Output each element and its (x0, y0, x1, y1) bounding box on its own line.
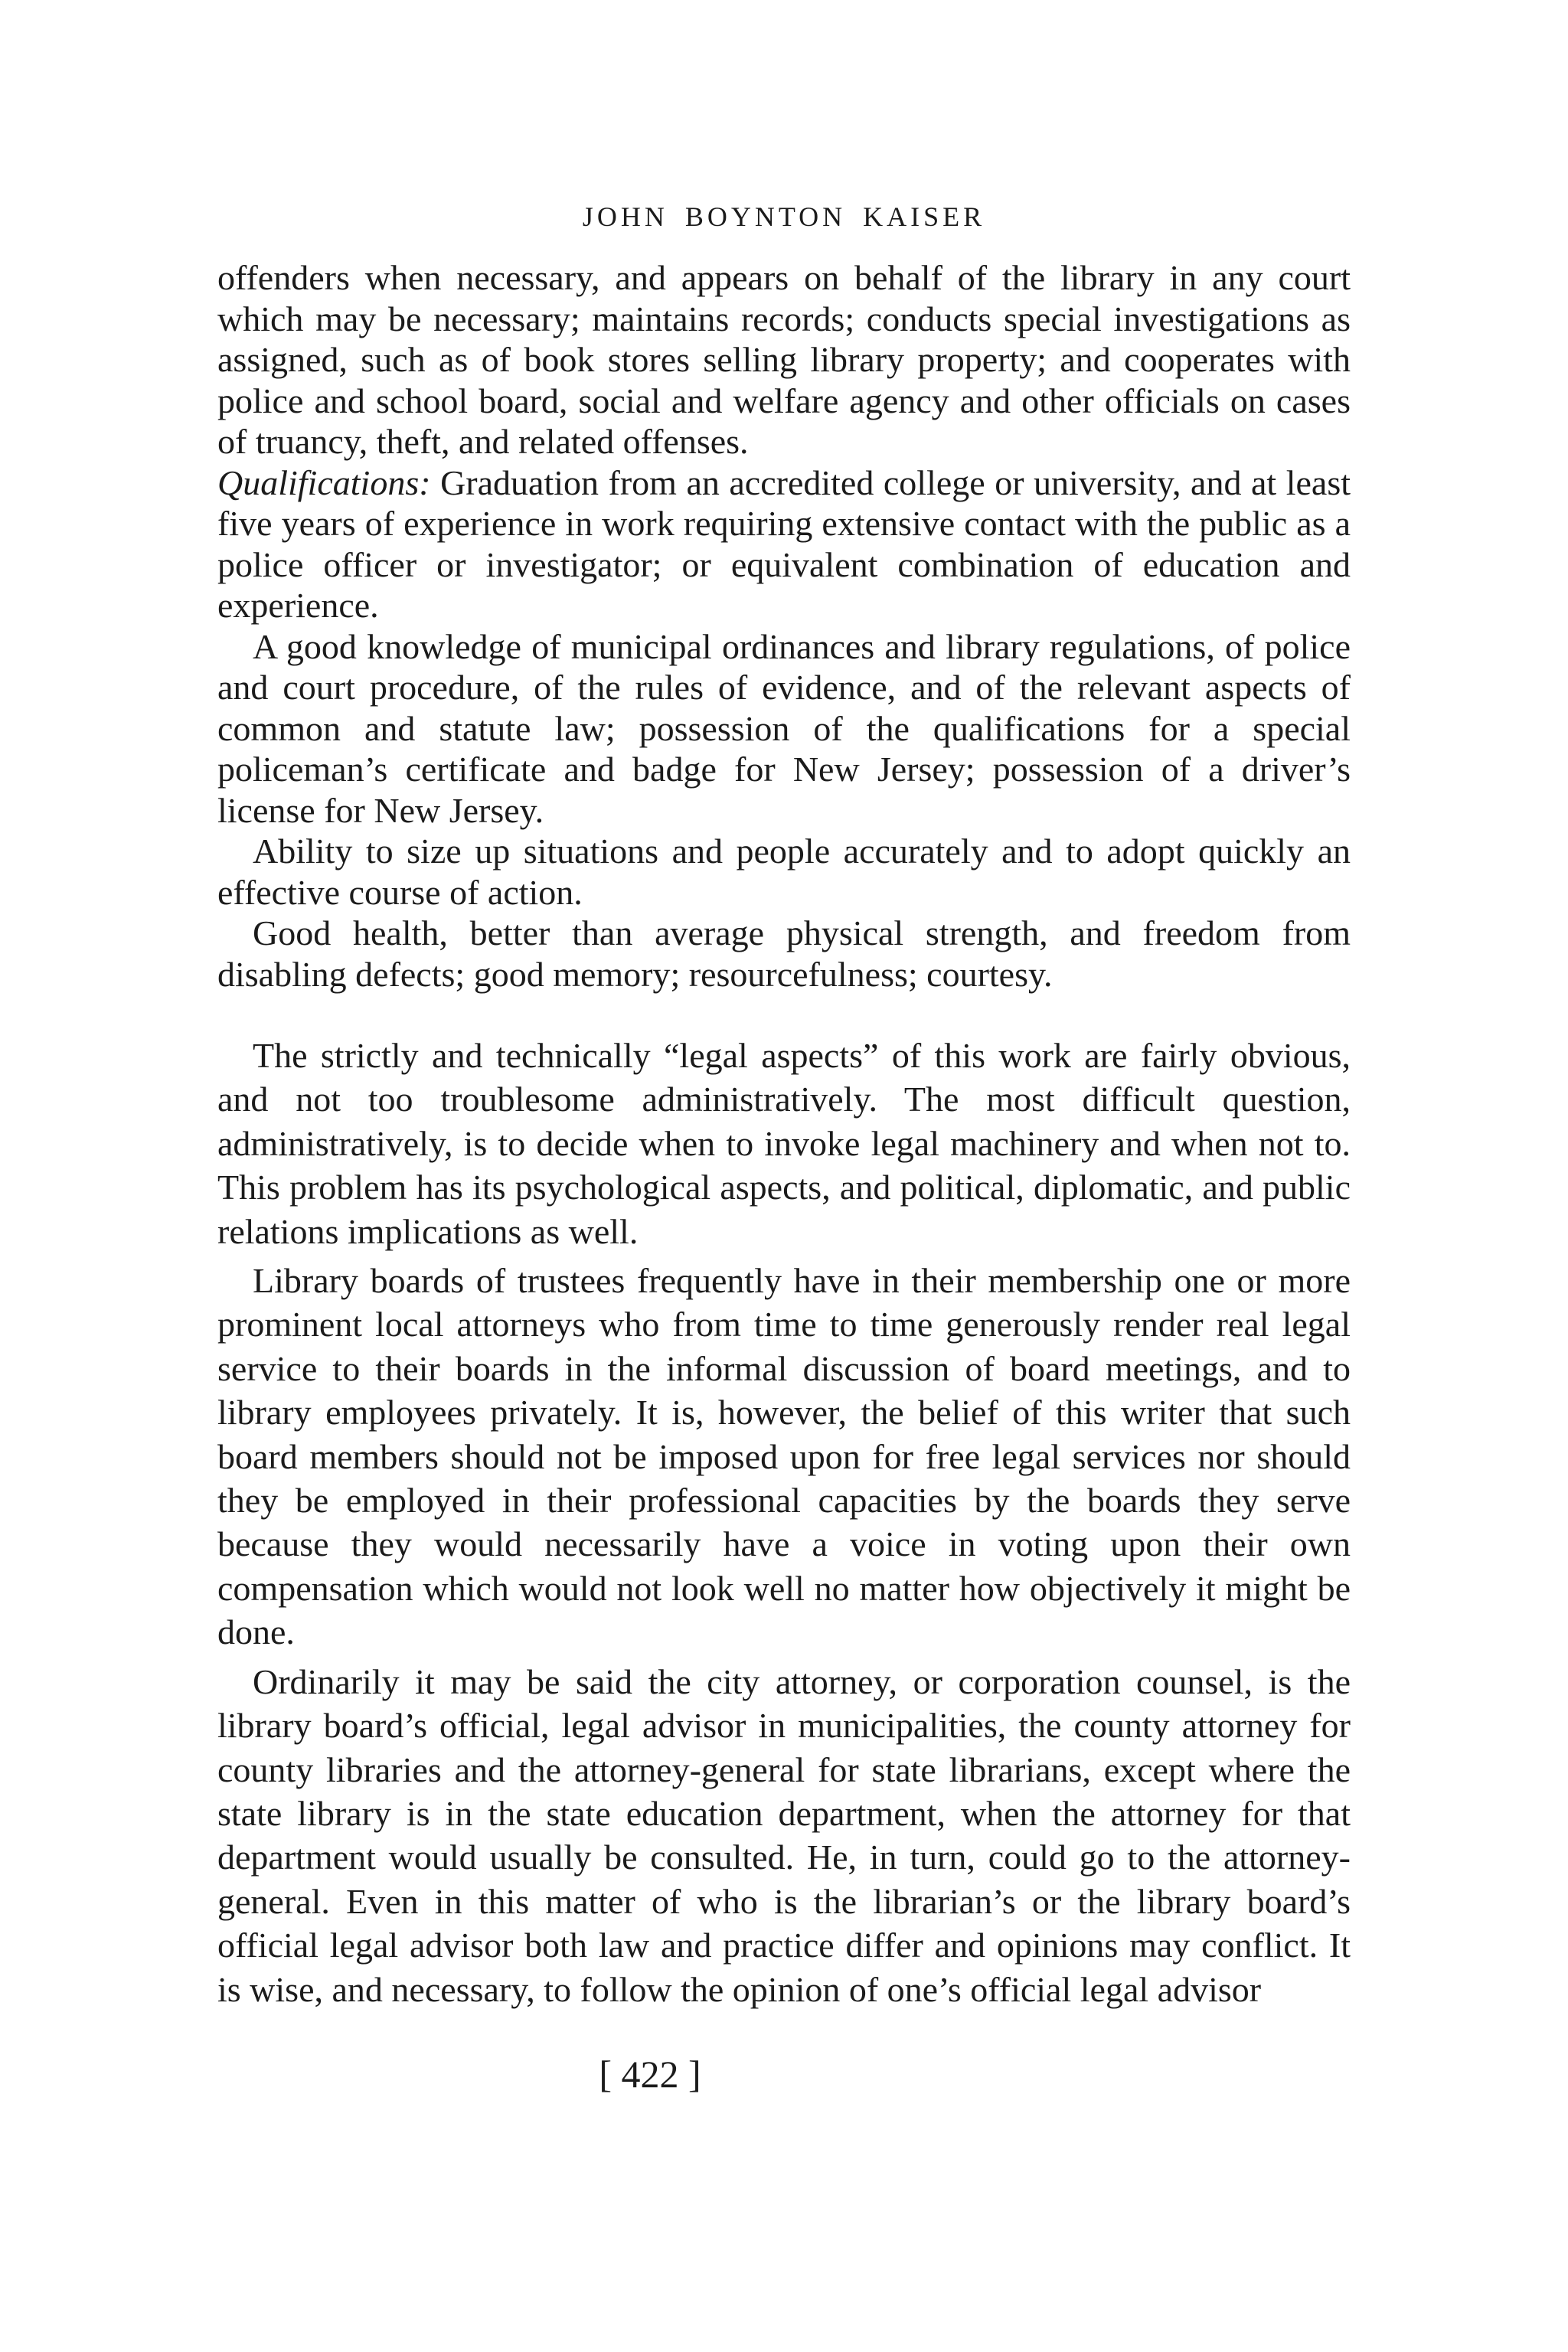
ability-paragraph: Ability to size up situations and people accurately and to adopt quickly an effective course of action. (217, 831, 1351, 912)
health-paragraph: Good health, better than average physical strength, and freedom from disabling defects; good memory; resourcefulness; courtesy. (217, 913, 1351, 994)
knowledge-paragraph: A good knowledge of municipal ordinances and library regulations, of police and court procedure, of the rules of evidence, and of the relevant aspects of common and statute law; possession of the qualifications for a special policeman’s certificate and badge for New Jersey; possession of a driver’s license for New Jersey. (217, 626, 1351, 830)
page-number: [ 422 ] (599, 2053, 701, 2096)
body-text-block (217, 1034, 1351, 2011)
duties-paragraph: offenders when necessary, and appears on behalf of the library in any court which may be necessary; maintains records; conducts special investigations as assigned, such as of book stores selling library property; and cooperates with police and school board, social and welfare agency and other officials on cases of truancy, theft, and related offenses. (217, 258, 1351, 461)
qualifications-label: Qualifications: (217, 462, 431, 502)
body-paragraph-legal-aspects: The strictly and technically “legal aspects” of this work are fairly obvious, and not too troublesome administratively. The most difficult question, administratively, is to decide when to invoke legal machinery and when not to. This problem has its psychological aspects, and political, diplomatic, and public relations implications as well. (217, 1036, 1351, 1251)
running-head: JOHN BOYNTON KAISER (582, 201, 986, 232)
qualifications-paragraph (217, 462, 1351, 626)
qualifications-text: Graduation from an accredited college or university, and at least five years of experience in work requiring extensive contact with the public as a police officer or investigator; or equivalent combination of education and experience. (217, 462, 1351, 625)
body-paragraph-library-boards: Library boards of trustees frequently have in their membership one or more prominent local attorneys who from time to time generously render real legal service to their boards in the informal discussion of board meetings, and to library employees privately. It is, however, the belief of this writer that such board members should not be imposed upon for free legal services nor should they be employed in their professional capacities by the boards they serve because they would necessarily have a voice in voting upon their own compensation which would not look well no matter how objectively it might be done. (217, 1261, 1351, 1652)
body-paragraph-legal-advisor: Ordinarily it may be said the city attorney, or corporation counsel, is the library board’s official, legal advisor in municipalities, the county attorney for county libraries and the attorney-general for state librarians, except where the state library is in the state education department, when the attorney for that department would usually be consulted. He, in turn, could go to the attorney-general. Even in this matter of who is the librarian’s or the library board’s official legal advisor both law and practice differ and opinions may conflict. It is wise, and necessary, to follow the opinion of one’s official legal advisor (217, 1661, 1351, 2009)
job-description-block (217, 257, 1351, 995)
